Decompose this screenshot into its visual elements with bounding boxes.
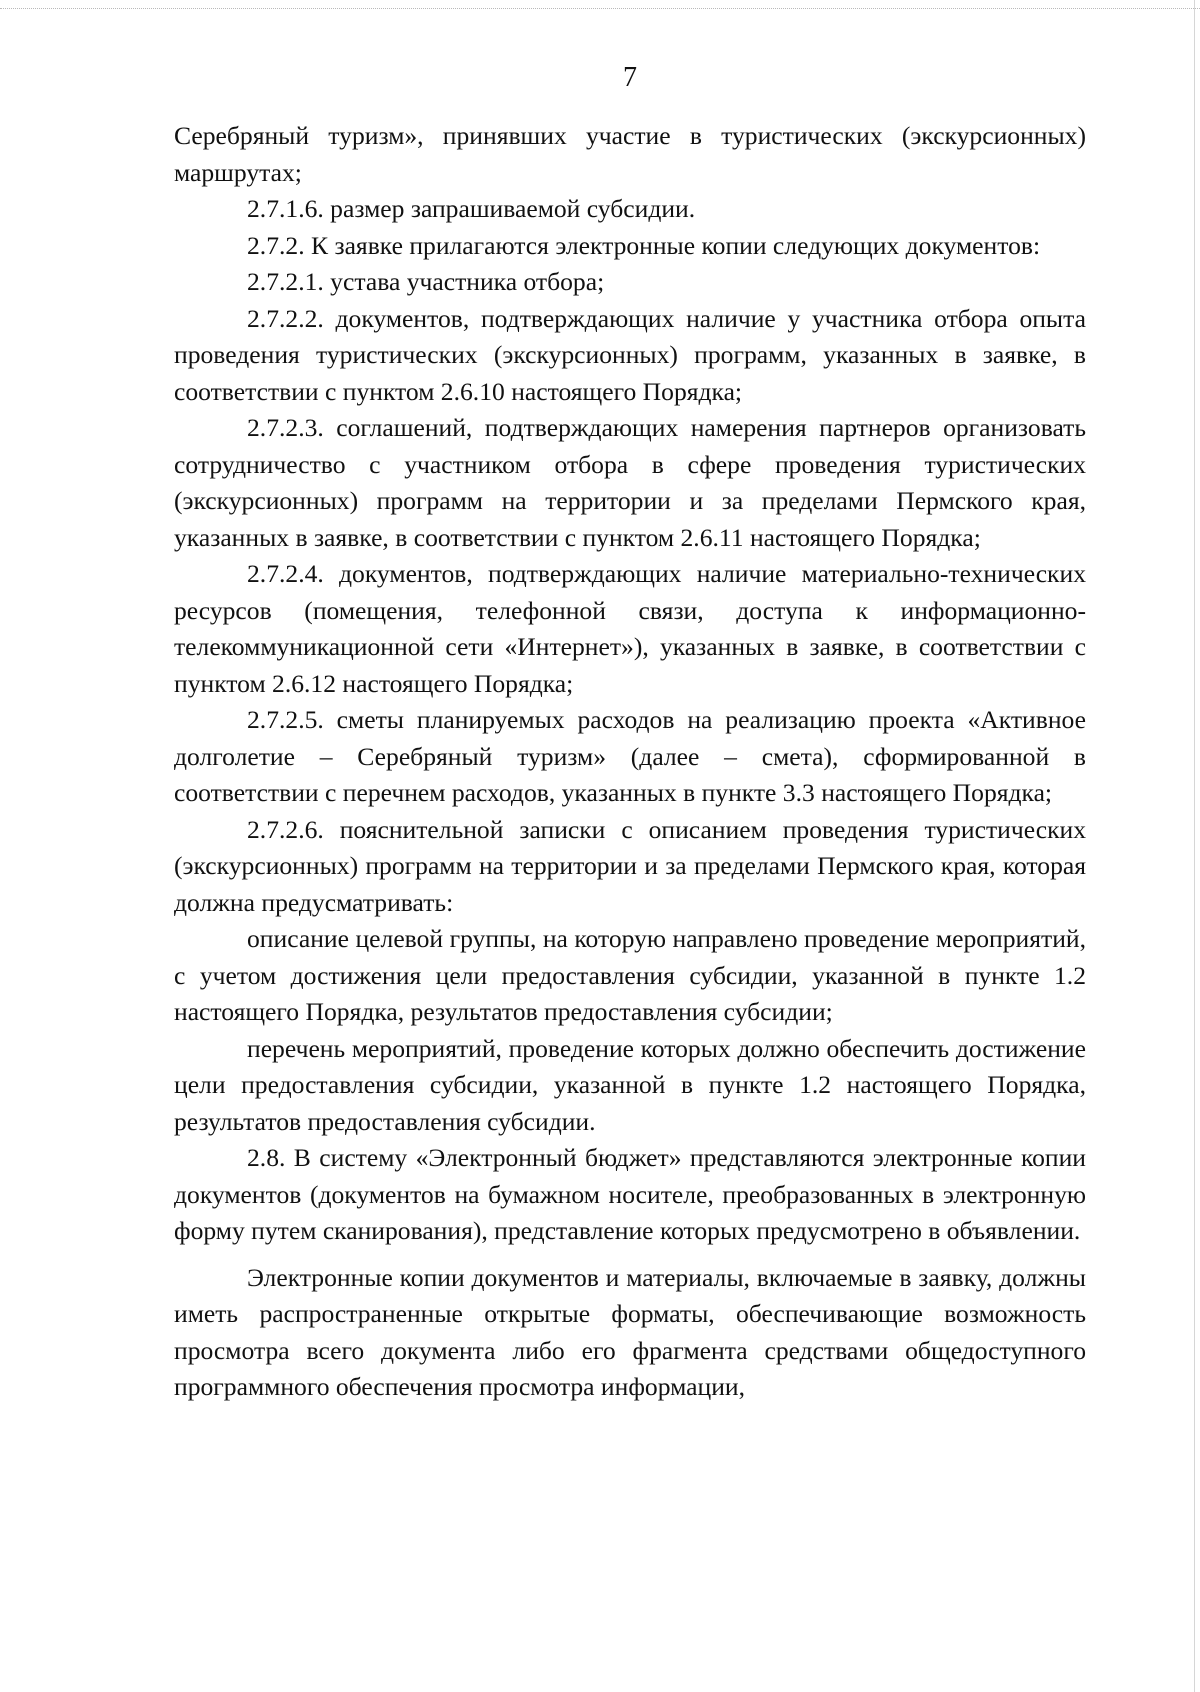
paragraph-electronic-copies: Электронные копии документов и материалы, включаемые в заявку, должны иметь распространенные открытые форматы, обеспечивающие возможность просмотра всего документа либо его фрагмента средствами общедоступного программного обеспечения просмотра информации,: [174, 1262, 1086, 1401]
paragraph-2-8: 2.8. В систему «Электронный бюджет» представляются электронные копии документов (документов на бумажном носителе, преобразованных в электронную форму путем сканирования), представление которых предусмотрено в объявлении.: [174, 1143, 1086, 1245]
paragraph-2-7-2-6: 2.7.2.6. пояснительной записки с описанием проведения туристических (экскурсионных) программ на территории и за пределами Пермского края, которая должна предусматривать:: [174, 814, 1086, 917]
paragraph-2-7-2-2: 2.7.2.2. документов, подтверждающих наличие у участника отбора опыта проведения туристических (экскурсионных) программ, указанных в заявке, в соответствии с пунктом 2.6.10 настоящего Порядка;: [174, 303, 1086, 406]
paragraph-continuation: Серебряный туризм», принявших участие в туристических (экскурсионных) маршрутах;: [174, 121, 1086, 187]
paragraph-2-7-1-6: 2.7.1.6. размер запрашиваемой субсидии.: [247, 194, 696, 223]
body-text: [174, 118, 1086, 1406]
paragraph-2-7-2-1: 2.7.2.1. устава участника отбора;: [247, 267, 605, 296]
paragraph-2-7-2-3: 2.7.2.3. соглашений, подтверждающих намерения партнеров организовать сотрудничество с участником отбора в сфере проведения туристических (экскурсионных) программ на территории и за пределами Пермского края, указанных в заявке, в соответствии с пунктом 2.6.11 настоящего Порядка;: [174, 413, 1086, 552]
scan-edge-top: [0, 8, 1200, 9]
paragraph-target-group: описание целевой группы, на которую направлено проведение мероприятий, с учетом достижения цели предоставления субсидии, указанной в пункте 1.2 настоящего Порядка, результатов предоставления субсидии;: [174, 924, 1086, 1026]
paragraph-2-7-2-5: 2.7.2.5. сметы планируемых расходов на реализацию проекта «Активное долголетие – Серебряный туризм» (далее – смета), сформированной в соответствии с перечнем расходов, указанных в пункте 3.3 настоящего Порядка;: [174, 705, 1086, 807]
page-number: 7: [623, 62, 637, 93]
paragraph-2-7-2: 2.7.2. К заявке прилагаются электронные копии следующих документов:: [247, 230, 1041, 260]
paragraph-events-list: перечень мероприятий, проведение которых должно обеспечить достижение цели предоставления субсидии, указанной в пункте 1.2 настоящего Порядка, результатов предоставления субсидии.: [174, 1033, 1086, 1136]
paragraph-2-7-2-4: 2.7.2.4. документов, подтверждающих наличие материально-технических ресурсов (помещения, телефонной связи, доступа к информационно-телекоммуникационной сети «Интернет»), указанных в заявке, в соответствии с пунктом 2.6.12 настоящего Порядка;: [174, 559, 1086, 698]
scan-edge-right: [1194, 0, 1195, 1692]
